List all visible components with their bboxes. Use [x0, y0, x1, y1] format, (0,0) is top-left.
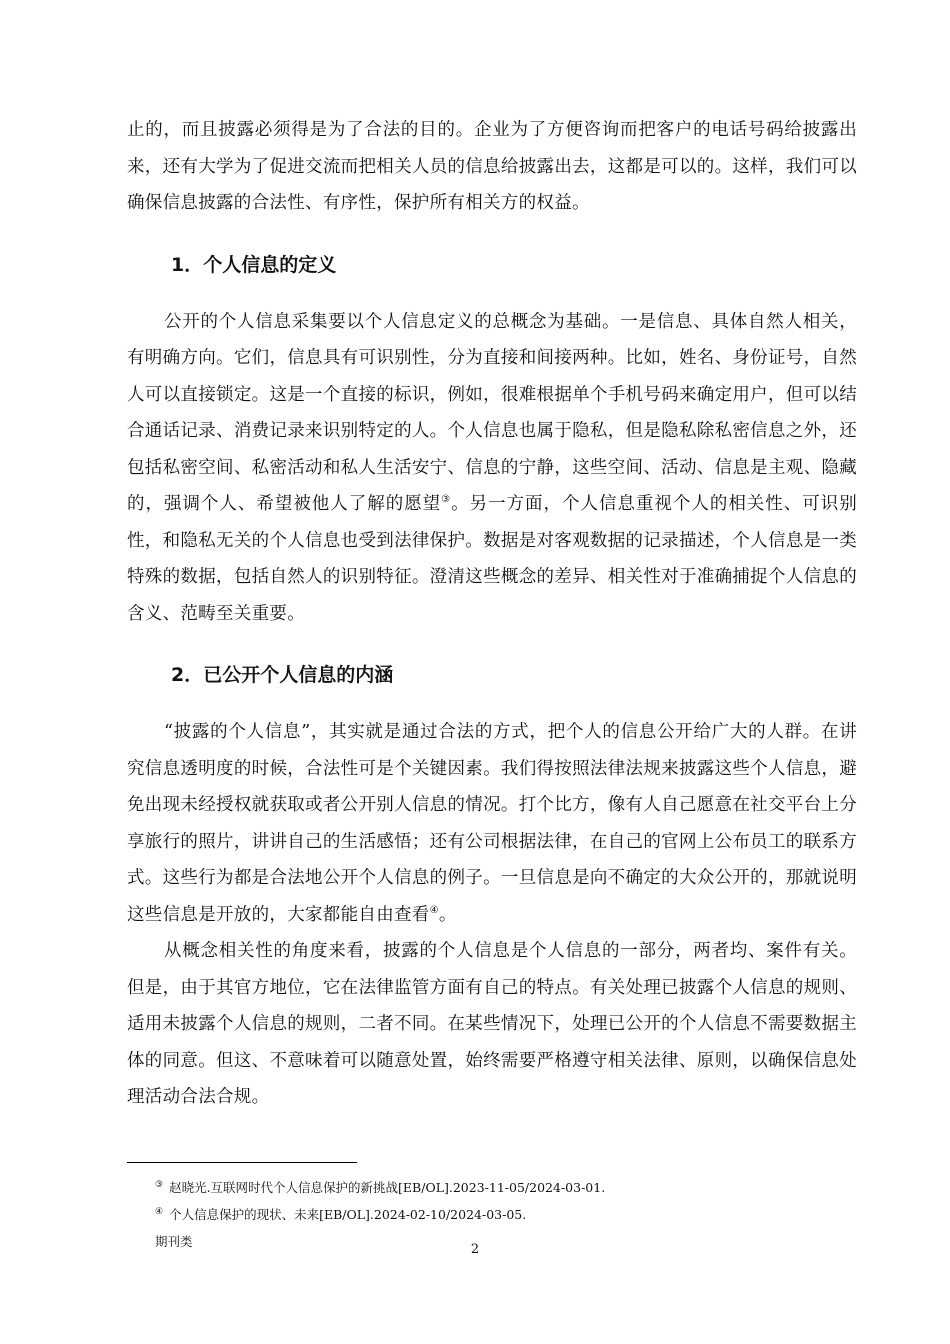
- footnote-mark: ④: [155, 1206, 164, 1217]
- footnote-divider: [127, 1162, 357, 1163]
- paragraph-definition: [127, 304, 857, 633]
- paragraph-relation: 从概念相关性的角度来看，披露的个人信息是个人信息的一部分，两者均、案件有关。但是，由于其官方地位，它在法律监管方面有自己的特点。有关处理已披露个人信息的规则、适用未披露个人信息的规则，二者不同。在某些情况下，处理已公开的个人信息不需要数据主体的同意。但这、不意味着可以随意处置，始终需要严格遵守相关法律、原则，以确保信息处理活动合法合规。: [127, 941, 857, 1107]
- footnote-text: 赵晓光.互联网时代个人信息保护的新挑战[EB/OL].2023-11-05/2024-03-01.: [169, 1180, 606, 1195]
- body-content: [127, 112, 857, 1116]
- paragraph-text: 。另一方面，个人信息重视个人的相关性、可识别性，和隐私无关的个人信息也受到法律保护。数据是对客观数据的记录描述，个人信息是一类特殊的数据，包括自然人的识别特征。澄清这些概念的差异、相关性对于准确捕捉个人信息的含义、范畴至关重要。: [127, 494, 858, 624]
- paragraph-disclosure: [127, 714, 857, 933]
- page-number: 2: [470, 1242, 480, 1257]
- section-heading-1: 1．个人信息的定义: [171, 253, 337, 276]
- footnote-4: [155, 1201, 855, 1228]
- footnote-ref-3[interactable]: ③: [441, 494, 452, 506]
- paragraph-text: 。: [438, 904, 457, 925]
- paragraph-continuation: 止的，而且披露必须得是为了合法的目的。企业为了方便咨询而把客户的电话号码给披露出来，还有大学为了促进交流而把相关人员的信息给披露出去，这都是可以的。这样，我们可以确保信息披露的合法性、有序性，保护所有相关方的权益。: [127, 120, 857, 213]
- paragraph-text: “披露的个人信息”，其实就是通过合法的方式，把个人的信息公开给广大的人群。在讲究信息透明度的时候，合法性可是个关键因素。我们得按照法律法规来披露这些个人信息，避免出现未经授权就获取或者公开别人信息的情况。打个比方，像有人自己愿意在社交平台上分享旅行的照片，讲讲自己的生活感悟；还有公司根据法律，在自己的官网上公布员工的联系方式。这些行为都是合法地公开个人信息的例子。一旦信息是向不确定的大众公开的，那就说明这些信息是开放的，大家都能自由查看: [127, 722, 857, 925]
- section-heading-2: 2．已公开个人信息的内涵: [171, 664, 394, 686]
- footnote-text: 个人信息保护的现状、未来[EB/OL].2024-02-10/2024-03-05.: [169, 1207, 527, 1222]
- paragraph-text: 公开的个人信息采集要以个人信息定义的总概念为基础。一是信息、具体自然人相关，有明确方向。它们，信息具有可识别性，分为直接和间接两种。比如，姓名、身份证号，自然人可以直接锁定。这是一个直接的标识，例如，很难根据单个手机号码来确定用户，但可以结合通话记录、消费记录来识别特定的人。个人信息也属于隐私，但是隐私除私密信息之外，还包括私密空间、私密活动和私人生活安宁、信息的宁静，这些空间、活动、信息是主观、隐藏的，强调个人、希望被他人了解的愿望: [127, 311, 857, 514]
- footnote-3: [155, 1174, 855, 1201]
- footnote-ref-4[interactable]: ④: [429, 904, 439, 916]
- footnote-mark: ③: [155, 1179, 164, 1190]
- footnote-note: 期刊类: [155, 1234, 193, 1249]
